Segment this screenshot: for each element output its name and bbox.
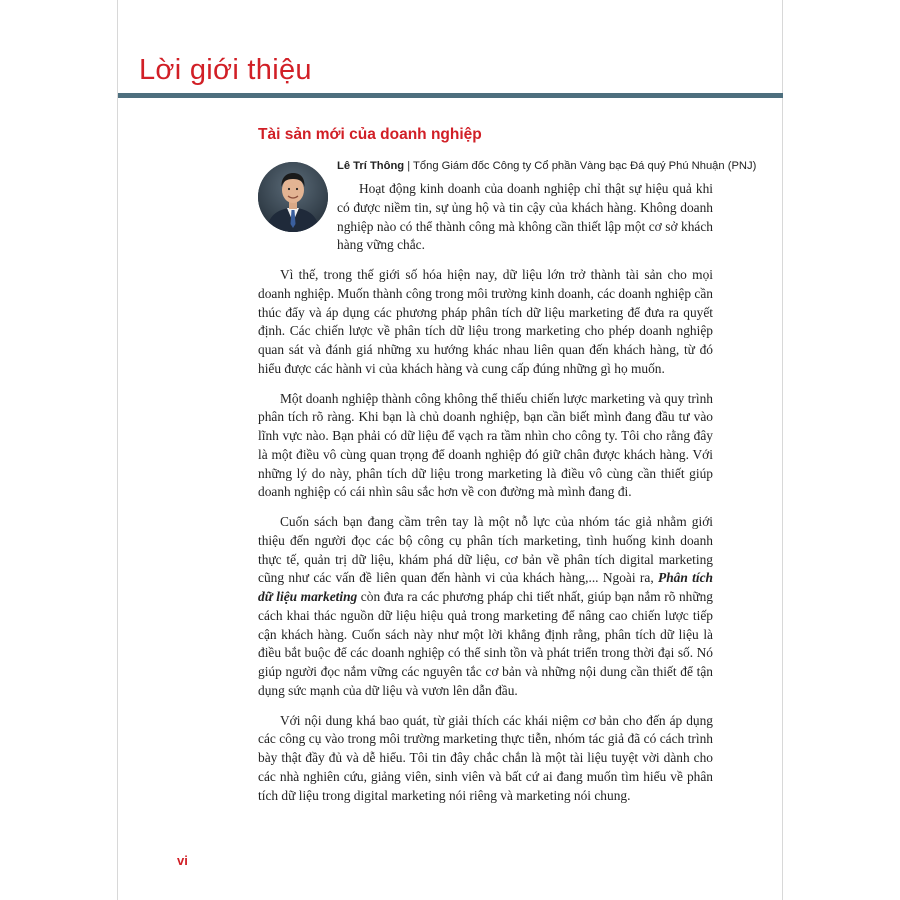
paragraph-5: Với nội dung khá bao quát, từ giải thích các khái niệm cơ bản cho đến áp dụng các công cụ vào trong môi trường marketing thực tiễn, nhóm tác giả đã có cách trình bày thật đầy đủ và dễ hiểu. Tôi tin đây chắc chắn là một tài liệu tuyệt vời dành cho các nhà nghiên cứu, giảng viên, sinh viên và bất cứ ai đang muốn tìm hiểu về phân tích dữ liệu trong digital marketing nói riêng và marketing nói chung. — [258, 712, 713, 803]
paragraph-4 — [258, 513, 713, 701]
paragraph-3: Một doanh nghiệp thành công không thể thiếu chiến lược marketing và quy trình phân tích rõ ràng. Khi bạn là chủ doanh nghiệp, bạn cần biết mình đang đầu tư vào lĩnh vực nào. Bạn phải có dữ liệu để vạch ra tầm nhìn cho công ty. Tôi cho rằng đây là một điều vô cùng quan trọng để doanh nghiệp đó giữ chân được khách hàng. Với những lý do này, phân tích dữ liệu trong marketing là điều vô cùng cần thiết giúp doanh nghiệp có cái nhìn sâu sắc hơn về con đường mà mình đang đi. — [258, 390, 713, 500]
section-subtitle: Tài sản mới của doanh nghiệp — [258, 126, 482, 143]
author-role: Tổng Giám đốc Công ty Cổ phần Vàng bạc Đá quý Phú Nhuận (PNJ) — [413, 160, 757, 172]
title-rule — [118, 93, 783, 98]
page-title: Lời giới thiệu — [139, 54, 312, 86]
page-number: vi — [177, 853, 188, 868]
author-byline — [337, 160, 757, 172]
paragraph-2: Vì thế, trong thế giới số hóa hiện nay, dữ liệu lớn trở thành tài sản cho mọi doanh nghiệp. Muốn thành công trong môi trường kinh doanh, các doanh nghiệp cần thúc đẩy và áp dụng các phương pháp phân tích dữ liệu marketing để đưa ra quyết định. Các chiến lược về phân tích dữ liệu trong marketing cho phép doanh nghiệp quan sát và đánh giá những xu hướng khác nhau liên quan đến khách hàng, từ đó hiểu được các hành vi của khách hàng và cung cấp đúng những gì họ muốn. — [258, 267, 713, 376]
paragraph-4-part-2: còn đưa ra các phương pháp chi tiết nhất, giúp bạn nắm rõ những cách khai thác nguồn dữ liệu hiệu quả trong marketing để nâng cao chiến lược tiếp cận khách hàng. Cuốn sách này như một lời khẳng định rằng, phân tích dữ liệu là điều bắt buộc để các doanh nghiệp có thể sinh tồn và phát triển trong thời đại số. Nó giúp người đọc nắm vững các nguyên tắc cơ bản và những nội dung cần thiết để tận dụng sức mạnh của dữ liệu và vươn lên dẫn đầu. — [258, 589, 714, 698]
book-title-emphasis: Phân tích dữ liệu marketing — [258, 570, 713, 604]
body-text — [258, 180, 713, 816]
paragraph-1: Hoạt động kinh doanh của doanh nghiệp chỉ thật sự hiệu quả khi có được niềm tin, sự ủng hộ và tin cậy của khách hàng. Không doanh nghiệp nào có thể thành công mà không cần thiết lập một cơ sở khách hàng vững chắc. — [337, 181, 713, 253]
author-separator: | — [404, 160, 414, 172]
paragraph-4-part-1: Cuốn sách bạn đang cầm trên tay là một nỗ lực của nhóm tác giả nhằm giới thiệu đến người đọc các bộ công cụ phân tích marketing, tình huống kinh doanh thực tế, quản trị dữ liệu, khám phá dữ liệu, cơ bản về phân tích digital marketing cũng như các vấn đề liên quan đến hành vi của khách hàng,... Ngoài ra, — [258, 514, 713, 586]
author-name: Lê Trí Thông — [337, 160, 405, 172]
